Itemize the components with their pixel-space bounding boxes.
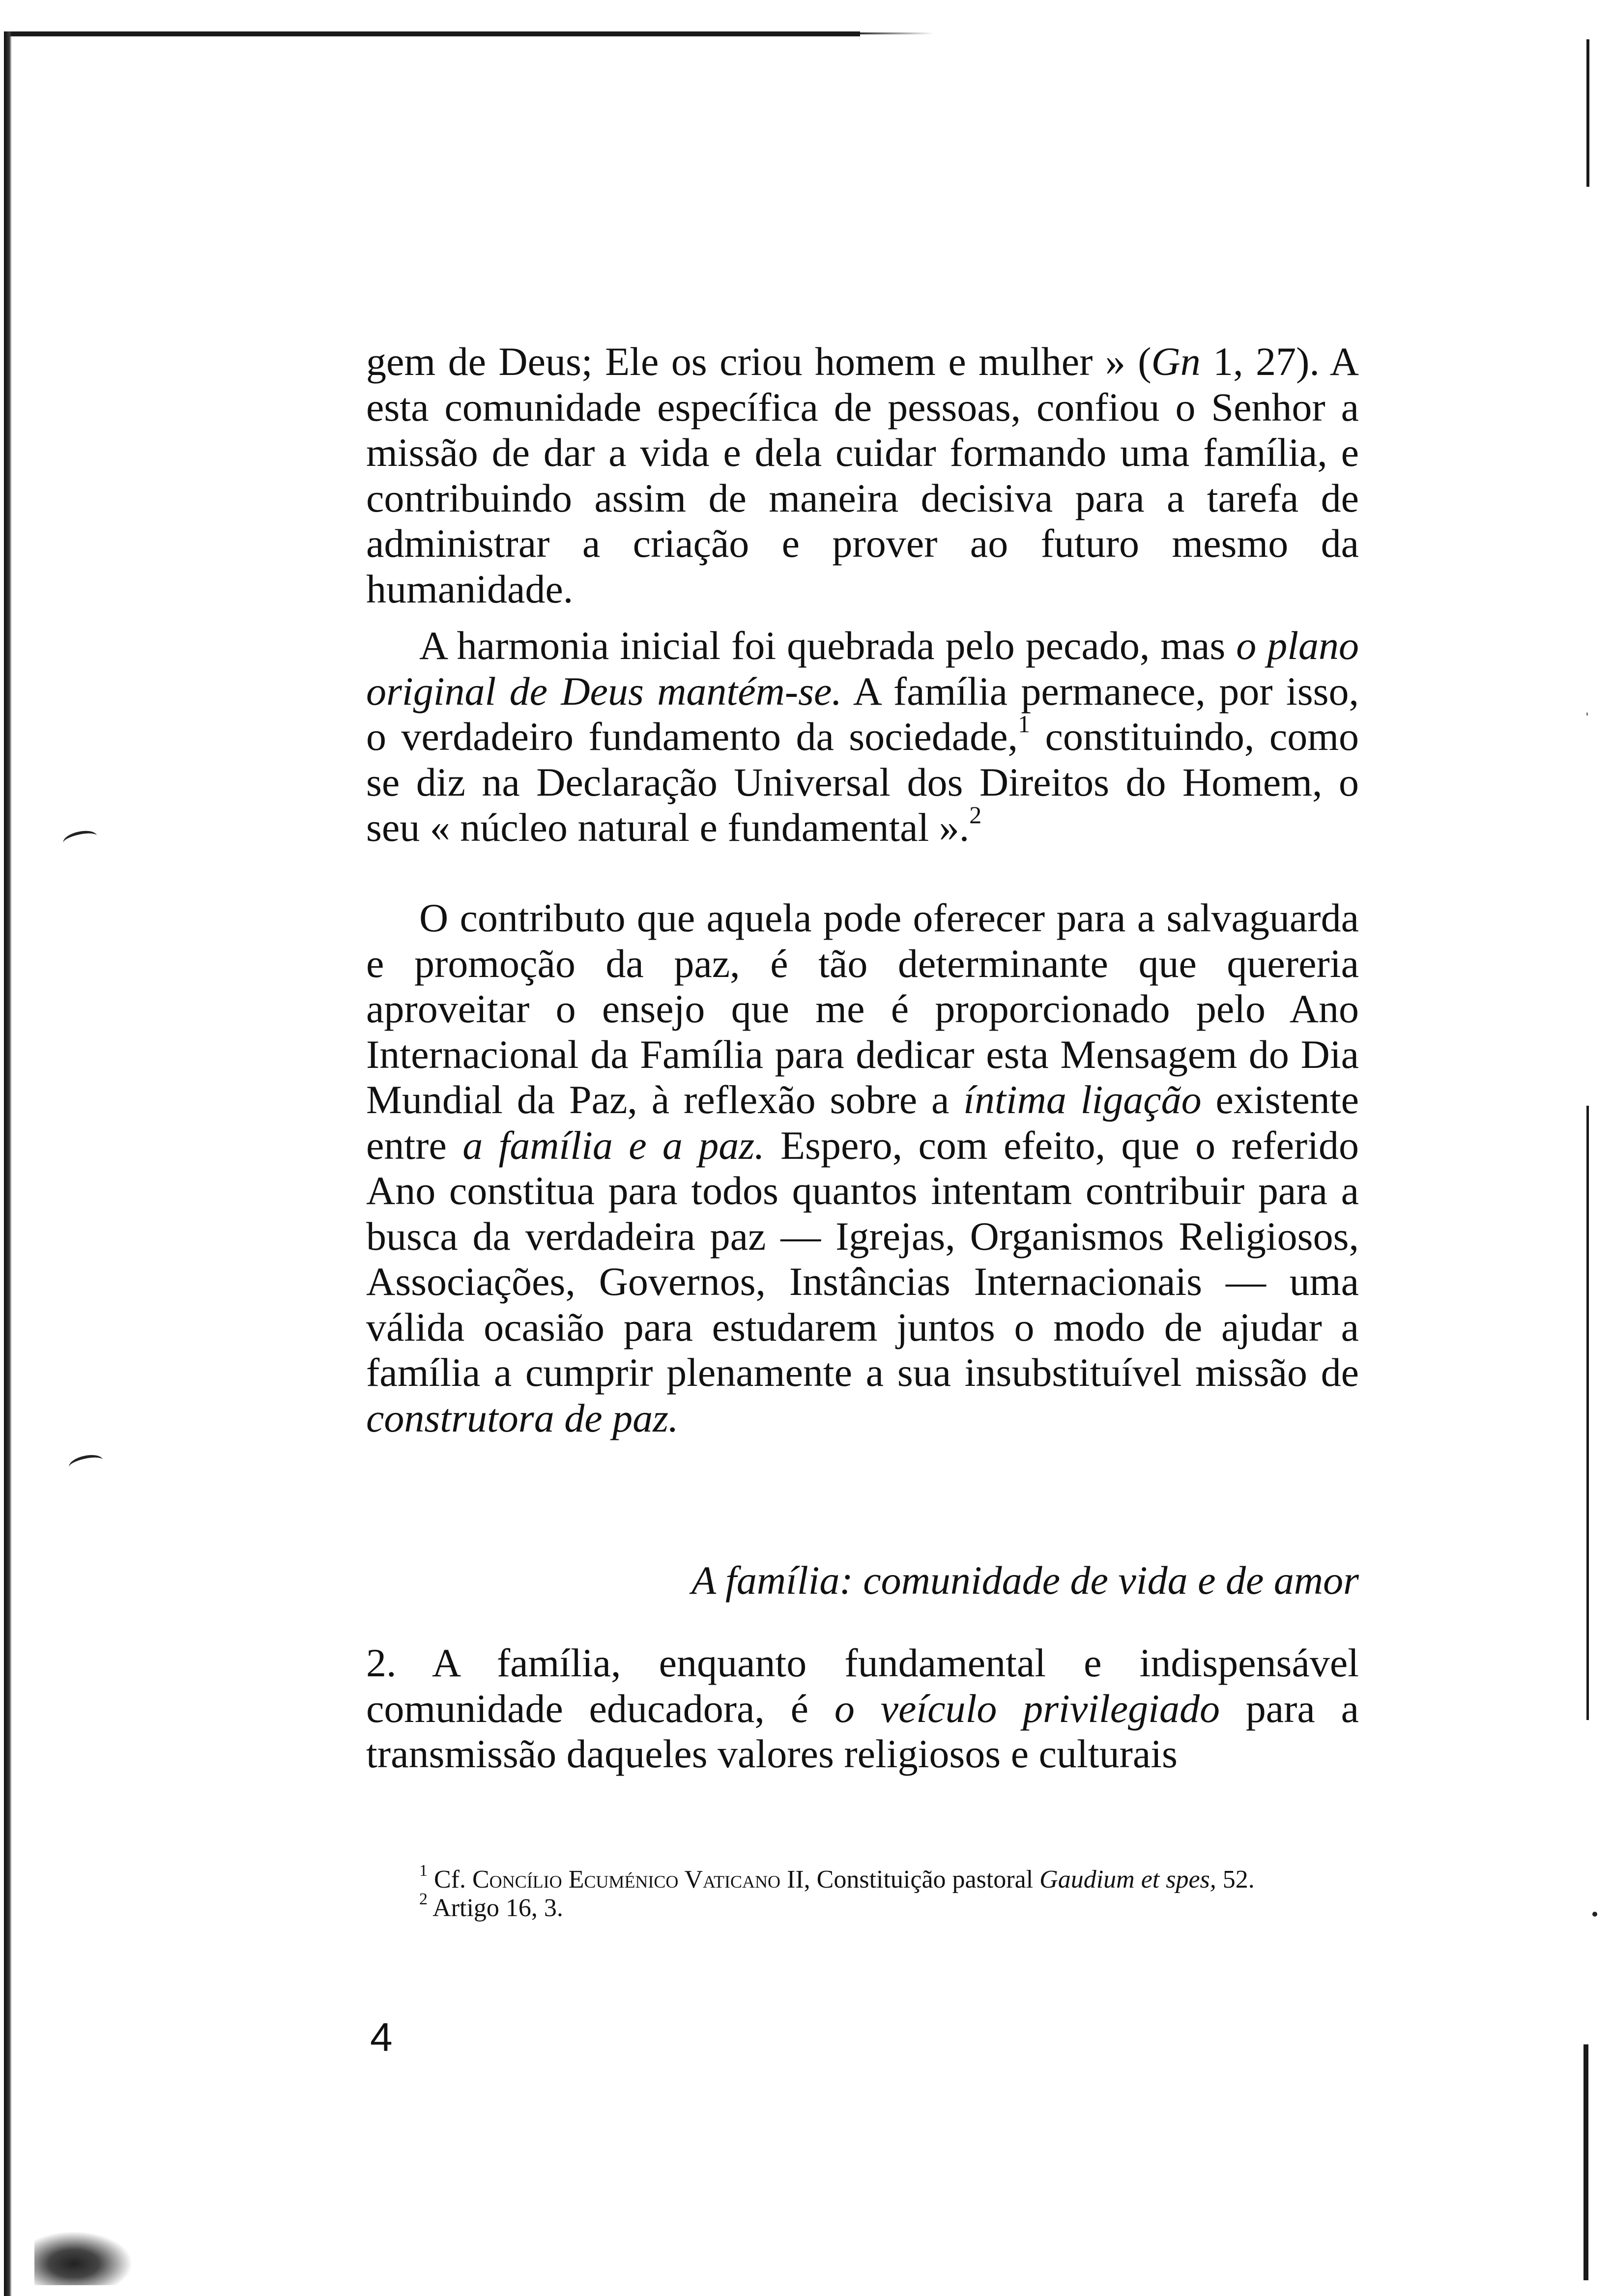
footnote-ref: 2	[419, 1890, 428, 1908]
text-run: Artigo 16, 3.	[428, 1894, 563, 1922]
italic-run: construtora de paz.	[366, 1395, 679, 1440]
italic-run: o plano original de Deus mantém-se.	[366, 623, 1359, 714]
body-text-block-2	[366, 623, 1359, 851]
body-text-block-4	[366, 1640, 1359, 1777]
section-heading: A família: comunidade de vida e de amor	[691, 1558, 1359, 1603]
footnote-ref: 1	[419, 1861, 428, 1880]
text-run: para a transmissão daqueles valores religiosos e culturais	[366, 1686, 1359, 1776]
text-run: Espero, com efeito, que o referido Ano constitua para todos quantos intentam contribuir para a busca da verdadeira paz — Igrejas, Organismos Religiosos, Associações, Governos, Instâncias Internacionais — uma válida ocasião para estudarem juntos o modo de ajudar a família a cumprir plenamente a sua insubstituível missão de	[366, 1122, 1359, 1395]
text-run: A harmonia inicial foi quebrada pelo pecado, mas	[419, 623, 1237, 668]
text-run: O contributo que aquela pode oferecer para a salvaguarda e promoção da paz, é tão determinante que quereria aproveitar o ensejo que me é proporcionado pelo Ano Internacional da Família para dedicar esta Mensagem do Dia Mundial da Paz, à reflexão sobre a	[366, 895, 1359, 1122]
text-run: existente entre	[366, 1077, 1359, 1168]
italic-run: Gaudium et spes,	[1039, 1866, 1216, 1894]
scan-border-right-middle	[1586, 1106, 1589, 1720]
body-text-block-1	[366, 339, 1359, 612]
footnote-1	[366, 1861, 1359, 1894]
paragraph-4	[366, 1640, 1359, 1777]
italic-run: íntima ligação	[963, 1077, 1202, 1122]
footnote-2	[366, 1890, 1359, 1923]
text-run: II, Constituição pastoral	[780, 1866, 1040, 1894]
paragraph-1	[366, 339, 1359, 612]
scan-border-right-top	[1586, 39, 1589, 187]
scan-border-top-fade	[860, 32, 934, 34]
scan-border-top	[10, 31, 860, 36]
text-run: 2. A família, enquanto fundamental e indispensável comunidade educadora, é	[366, 1640, 1359, 1731]
paragraph-3	[366, 895, 1359, 1441]
scan-mark-upper	[61, 828, 98, 851]
text-run: A família permanece, por isso, o verdadeiro fundamento da sociedade,	[366, 668, 1359, 759]
scan-border-right-bottom	[1583, 2044, 1588, 2280]
body-text-block-3	[366, 895, 1359, 1441]
scan-border-right-tick	[1586, 713, 1588, 716]
text-run: 52.	[1216, 1866, 1255, 1894]
text-run: Cf.	[428, 1866, 472, 1894]
italic-run: o veículo privilegiado	[834, 1686, 1220, 1731]
paragraph-2	[366, 623, 1359, 851]
scan-corner-smudge	[34, 2231, 133, 2285]
scan-mark-lower	[67, 1452, 104, 1475]
text-run: 1, 27). A esta comunidade específica de pessoas, confiou o Senhor a missão de dar a vida e dela cuidar formando uma família, e contribuindo assim de maneira decisiva para a tarefa de administrar a criação e prover ao futuro mesmo da humanidade.	[366, 339, 1359, 611]
scan-border-left	[4, 31, 12, 2296]
page-number: 4	[370, 2015, 393, 2060]
italic-run: a família e a paz.	[462, 1122, 765, 1168]
text-run: constituindo, como se diz na Declaração Universal dos Direitos do Homem, o seu « núcleo natural e fundamental ».	[366, 714, 1359, 850]
italic-run: Gn	[1151, 339, 1201, 384]
footnote-ref: 1	[1018, 710, 1031, 738]
scan-dot	[1592, 1912, 1597, 1917]
footnotes	[366, 1861, 1359, 1923]
small-caps-run: Concílio Ecuménico Vaticano	[472, 1866, 781, 1894]
footnote-ref: 2	[969, 801, 982, 829]
text-run: gem de Deus; Ele os criou homem e mulher » (	[366, 339, 1151, 384]
